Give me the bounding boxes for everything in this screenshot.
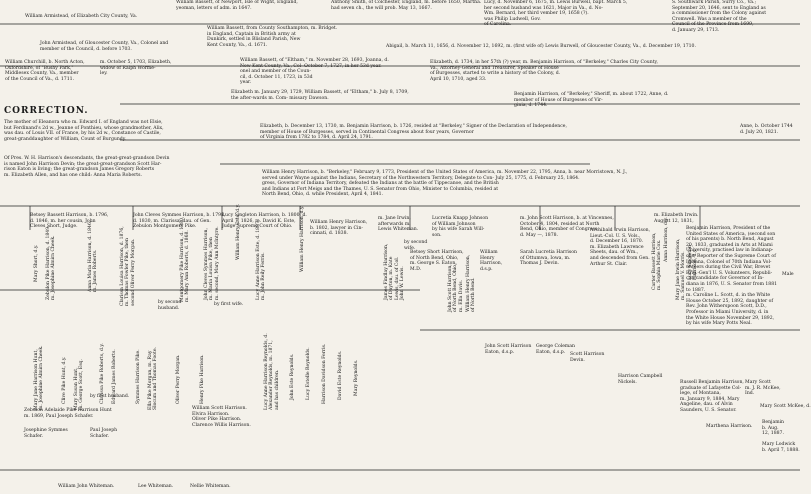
child-lucretia-knapp: Lucretia Knapp Johnson of William Johnson by his wife Sarah Will- son. xyxy=(432,216,489,238)
label-by-first-husband: by first husband. xyxy=(90,394,130,399)
vertical-carter-bassett: Carter Bassett Harrison, m. Sophia Marie Cox. xyxy=(652,232,663,290)
lower-mary-reynolds: Mary Reynolds. xyxy=(354,359,359,396)
right-mary-scott-mckee: Mary Scott McKee, d. xyxy=(760,404,811,409)
vertical-clarissa-louisa: Clarissa Louisa Harrison, d. 1876, m. Thomas Fowler Pike, then second Oliver Perry Morgan. xyxy=(120,226,136,306)
correction-heading: CORRECTION. xyxy=(4,106,89,116)
entry-churchill-marriage: m. October 5, 1703, Elizabeth, widow of Ralph Worme- ley. xyxy=(100,60,172,77)
entry-lucy-burwell: Lucy, d. November 6, 1675, m. Lewis Burwell, bapt. March 5, her second husband was 1621, Major in Va., d. No- Wm. Bernard, her third vember 19, 1658 (?). was Philip Ludwell, Gov. of Carolina. xyxy=(484,0,628,28)
entry-william-churchill: William Churchill, b. North Acton, Oxfordshire, of "Bushy Park," Middlesex County, Va., member of the Council of Va., d. 1711. xyxy=(5,60,85,82)
child-john-scott: m. John Scott Harrison, b. at Vincennes, October 4, 1804, resided at North Bend, Ohio, member of Congress, d. May —, 1878. xyxy=(520,216,614,238)
bottom-josephine-symmes: Josephine Symmes Schafer. xyxy=(24,428,68,439)
child-lucy-singleton: Lucy Singleton Harrison, b. 1800, d. April 7, 1826, m. David K. Este, Judge Supreme Court of Ohio. xyxy=(222,213,307,230)
bottom-lee-whiteman: Lee Whiteman. xyxy=(138,484,174,489)
lower-john-este-reynolds: John Este Reynolds. xyxy=(290,353,295,400)
grandchild-betsey-short: Betsey Short Harrison, of North Bend, Ohio, m. George S. Eaton, M.D. xyxy=(410,250,464,272)
lower-oliver-perry-morgan: Oliver Perry Morgan. xyxy=(176,354,181,404)
vertical-montgomery-pike: Montgomery Pike Harrison, d. 1880, m. Mary Ann Roberts, d. 1868. xyxy=(180,216,191,302)
vertical-anna-harrison: Anna Harrison, d.y. xyxy=(664,217,669,262)
lower-clive-pike-hunt: Clive Pike Hunt, d.y. xyxy=(62,356,67,404)
right-mary-lodwick: Mary Lodwick b. April 7, 1888. xyxy=(762,442,800,453)
grandchild-marthena: Marthena Harrison. xyxy=(706,424,753,429)
bottom-scott-harrison-children: William Scott Harrison. Elvira Harrison. Oliver Pike Harrison. Clarence Willis Harrison. xyxy=(192,406,251,428)
lower-henry-pike-harrison: Henry Pike Harrison. xyxy=(200,354,205,404)
vertical-william-henry-este: William Henry Este, d.y. xyxy=(236,203,241,260)
vertical-john-scott-north-bend: John Scott Harrison, of North Bend, Ohio, m. Ella Davis. xyxy=(448,263,464,312)
grandchild-george-coleman: George Coleman Eaton, d.s.p. xyxy=(536,344,575,355)
child-jane-irwin: m. Jane Irwin, afterwards m. Lewis Whiteman. xyxy=(378,216,419,233)
grandchild-russell-benjamin: Russell Benjamin Harrison, graduate of Lafayette Col- lege, of Montana, m. January 9, 1884, Mary Angeline, dau. of Alvin Saunders, U. S. Senator. xyxy=(680,380,744,413)
entry-william-bassett-newport: William Bassett, of Newport, Isle of Wight, England, yeoman, letters of adm. in 1647. xyxy=(176,0,298,11)
entry-benjamin-harrison-signer: Elizabeth, b. December 13, 1730, m. Benjamin Harrison, b. 1726, resided at "Berkeley," Signer of the Declaration of Independence, member of House of Burgesses, served in Continental Congress about four years, Governor of Virginia from 1782 to 1784, d. April 24, 1791. xyxy=(260,124,567,141)
entry-anthony-smith: Anthony Smith, of Colchester, England, m. before 1650, Martha. had seven ch., the will prob. May 13, 1667. xyxy=(331,0,482,11)
correction-paragraph-2: Of Pres. W. H. Harrison's descendants, the great-great-grandson Devin is named John Harrison Devin; the great-great-grandson Scott Har- rison Eaton is living; the great-grandson James Gregory Roberts m. Elizabeth Allen, and has one child: Anna Maria Roberts. xyxy=(4,156,170,178)
vertical-anna-maria: Anna Maria Harrison, d. 1846, m. James Roberts. xyxy=(88,220,99,292)
lower-harrison-davidson-ferris: Harrison Davidson Ferris. xyxy=(322,343,327,404)
entry-elizabeth-benjamin-harrison: Elizabeth, d. 1734, in her 57th (?) year, m. Benjamin Harrison, of "Berkeley," Charles City County, Va., Attorney-General and Treasurer, Speaker of House of Burgesses, started to write a history of the Colony, d. April 10, 1710, aged 33. xyxy=(430,60,658,82)
child-betsey-bassett: Betsey Bassett Harrison, b. 1796, d. 1846, m. her cousin, John Cleves Short, Judge. xyxy=(30,213,109,230)
entry-southwark-parish: S. Southwark Parish, Surry Co., Va.; September 20, 1646, sent to England as a commissioner from the Colony against Cromwell. Was a member of the Council of the Province from 1699, d. January 29, 1713. xyxy=(672,0,767,33)
lower-ella-pike-morgan: Ella Pike Morgan, m. Ray Slocum and Thomas Foote. xyxy=(148,346,159,410)
vertical-james-findlay: James Findlay Harrison, of Dayton, m. Kate Lewis, dau. of Col. John W. Lewis. xyxy=(384,243,406,300)
entry-william-henry-harrison: William Henry Harrison, b. "Berkeley," February 9, 1773, President of the United States of America, m. November 22, 1795, Anna, b. near Morristown, N. J., served under Wayne against the Indians, Secretary of the Northwestern Territory, Delegate to Con- July 25, 1775, d. February 25, 1864. gress, Governor of Indiana Territory, defeated the Indians at the battle of Tippecanoe, and the British and Indians at Fort Meigs and the Thames, U. S. Senator from Ohio, Minister to Columbia, resided at North Bend, Ohio, d. while President, April 4, 1841. xyxy=(262,170,628,198)
lower-lucy-estelle-reynolds: Lucy Estelle Reynolds. xyxy=(306,347,311,400)
child-john-cleves-symmes: John Cleves Symmes Harrison, b. 1798, d. 1830, m. Clarissa, dau. of Gen. Zebulon Montgomery Pike. xyxy=(133,213,226,230)
lower-mary-jane-hunt: Mary Jane Harrison Hunt, m. Josephine Almira Cheek. xyxy=(34,345,45,410)
lower-edward-james-roberts: Edward James Roberts. xyxy=(112,349,117,404)
child-benjamin-harrison-president: Benjamin Harrison, President of the United States of America, (second son of his parents) b. North Bend, August 20, 1833, graduated in Arts at Miami University, practised law in Indianap- olis, Reporter of the Supreme Court of Indiana, Colonel of 70th Indiana Vol- unteers during the Civil War, Brevet Brig.-Gen'l U. S. Volunteers, Republi- can candidate for Governor of In- diana in 1876, U. S. Senator from 1881 to 1887. m. Caroline L. Scott, d. in the White House October 25, 1892, daughter of Rev. John Witherspoon Scott, D.D., Professor in Miami University, d. in the White House November 29, 1892, by his wife Mary Potts Neal. xyxy=(686,226,778,327)
child-william-henry: William Henry Harrison, b. 1802, lawyer in Cin- cinnati, d. 1838. xyxy=(310,220,368,237)
bottom-nellie-whiteman: Nellie Whiteman. xyxy=(190,484,231,489)
bottom-william-john-whiteman: William John Whiteman. xyxy=(58,484,115,489)
entry-elizabeth-bassett: Elizabeth m. January 29, 1729, William Bassett, of "Eltham," b. July 8, 1709, the after-wards m. Com- missary Dawson. xyxy=(231,90,409,101)
vertical-lucy-anne-este: Lucy Anne Harrison Este, d. 1887, m. John Reily Ferris. xyxy=(256,219,267,300)
correction-paragraph-1: The mother of Eleanora who m. Edward I. of England was not Elsie, but Ferdinand's 2d w., Jeanne of Ponthieu, whose grandmother, Alix, was dau. of Louis VII. of France, by his 2d w., Constance of Castile, great-granddaughter of William, Count of Burgundy. xyxy=(4,120,164,142)
vertical-zebulon-pike: Zebulon Pike Harrison, d. 1849, m. Josephine Almira Cheek. xyxy=(46,225,57,300)
bottom-zebulon-adelaide: Zebulon Adelaide Pike Harrison Hunt m. 1869, Paul Joseph Schafer. xyxy=(24,408,112,419)
lower-mary-susan-hunt: Mary Susan Hunt, m. George Scott, Esq. xyxy=(74,359,85,410)
grandchild-mary-scott: Mary Scott m. J. R. McKee, Ind. xyxy=(745,380,781,397)
grandchild-scott-harrison-devin: Scott Harrison Devin. xyxy=(570,352,605,363)
entry-abigail: Abigail, b. March 11, 1656, d. November 12, 1692, m. (first wife of) Lewis Burwell, of Gloucester County, Va., d. December 19, 1710. xyxy=(386,44,696,49)
vertical-lucy-singleton-dy: Lucy Singleton Harrison, d.y. xyxy=(688,245,699,280)
entry-william-armistead: William Armistead, of Elizabeth City County, Va. xyxy=(25,14,138,19)
vertical-mary-short: Mary Short, d.y. xyxy=(34,244,39,282)
entry-william-bassett-southampton: William Bassett, from County Southampton, m. Bridget. in England, Captain in British army at Dunkirk, settled in Blisland Parish, New Kent County, Va., d. 1671. xyxy=(207,26,338,48)
grandchild-william-henry: William Henry Harrison, d.s.p. xyxy=(480,250,503,272)
entry-benjamin-harrison-sheriff: Benjamin Harrison, of "Berkeley," Sheriff, m. about 1722, Anne, d. member of House of Burgesses of Vir- ginia, d. 1744. xyxy=(514,92,669,109)
lower-clarissa-pike-roberts: Clarissa Pike Roberts, d.y. xyxy=(100,343,105,404)
vertical-william-henry-dy: William Henry Harrison, d.y. xyxy=(300,205,305,272)
lower-lucy-anne-reynolds: Lucy Anne Harrison Reynolds, d. Alexander Reynolds, m. 1871, and has children. xyxy=(264,333,280,410)
lower-symmes-harrison-pike: Symmes Harrison Pike. xyxy=(136,349,141,404)
label-by-second-wife: by second wife. xyxy=(404,240,428,251)
entry-anne: Anne, b. October 1744 d. July 20, 1821. xyxy=(740,124,793,135)
entry-john-armistead: John Armistead, of Gloucester County, Va., Colonel and member of the Council, d. before 1703. xyxy=(40,41,169,52)
right-male: Male xyxy=(782,272,794,277)
vertical-john-cleves-symmes-jr: John Cleves Symmes Harrison, m. Maria Louisa Pike, then m. second, Mary Ann McIntyre. xyxy=(204,226,220,300)
child-elizabeth-irwin: m. Elizabeth Irwin. August 12, 1831, xyxy=(654,213,699,224)
vertical-mary-jane-irwin: Mary Jane Irwin Harrison, m. Samuel V. Morris. xyxy=(676,238,687,300)
grandchild-archibald-irwin: Archibald Irwin Harrison, Lieut.-Col. U. S. Vols., d. December 16, 1870. m. Elizabeth Lawrence Sheets, dau. of Wm., and descended from Gen. Arthur St. Clair. xyxy=(590,228,651,267)
grandchild-sarah-lucretia: Sarah Lucretia Harrison of Ottumwa, Iowa, m. Thomas J. Devin. xyxy=(520,250,577,267)
grandchild-john-scott-eaton: John Scott Harrison Eaton, d.s.p. xyxy=(485,344,532,355)
lower-david-este-reynolds: David Este Reynolds. xyxy=(338,350,343,400)
grandchild-harrison-campbell: Harrison Campbell Nickels. xyxy=(618,374,663,385)
entry-william-bassett-eltham: William Bassett, of "Eltham," m. November 28, 1693, Joanna, d. New Kent County, Va., Col- October 7, 1727, in her 53d year. onel and member of the Coun- cil, d. October 11, 1723, in 53d year. xyxy=(240,58,389,86)
bottom-paul-joseph: Paul Joseph Schafer. xyxy=(90,428,118,439)
right-benjamin: Benjamin b. Aug. 12, 1887. xyxy=(762,420,784,437)
label-by-second-husband: by second husband. xyxy=(158,300,182,311)
vertical-william-henry-north-bend: William Henry Harrison, of North Bend. xyxy=(466,254,477,312)
label-by-first-wife: by first wife. xyxy=(214,302,244,307)
